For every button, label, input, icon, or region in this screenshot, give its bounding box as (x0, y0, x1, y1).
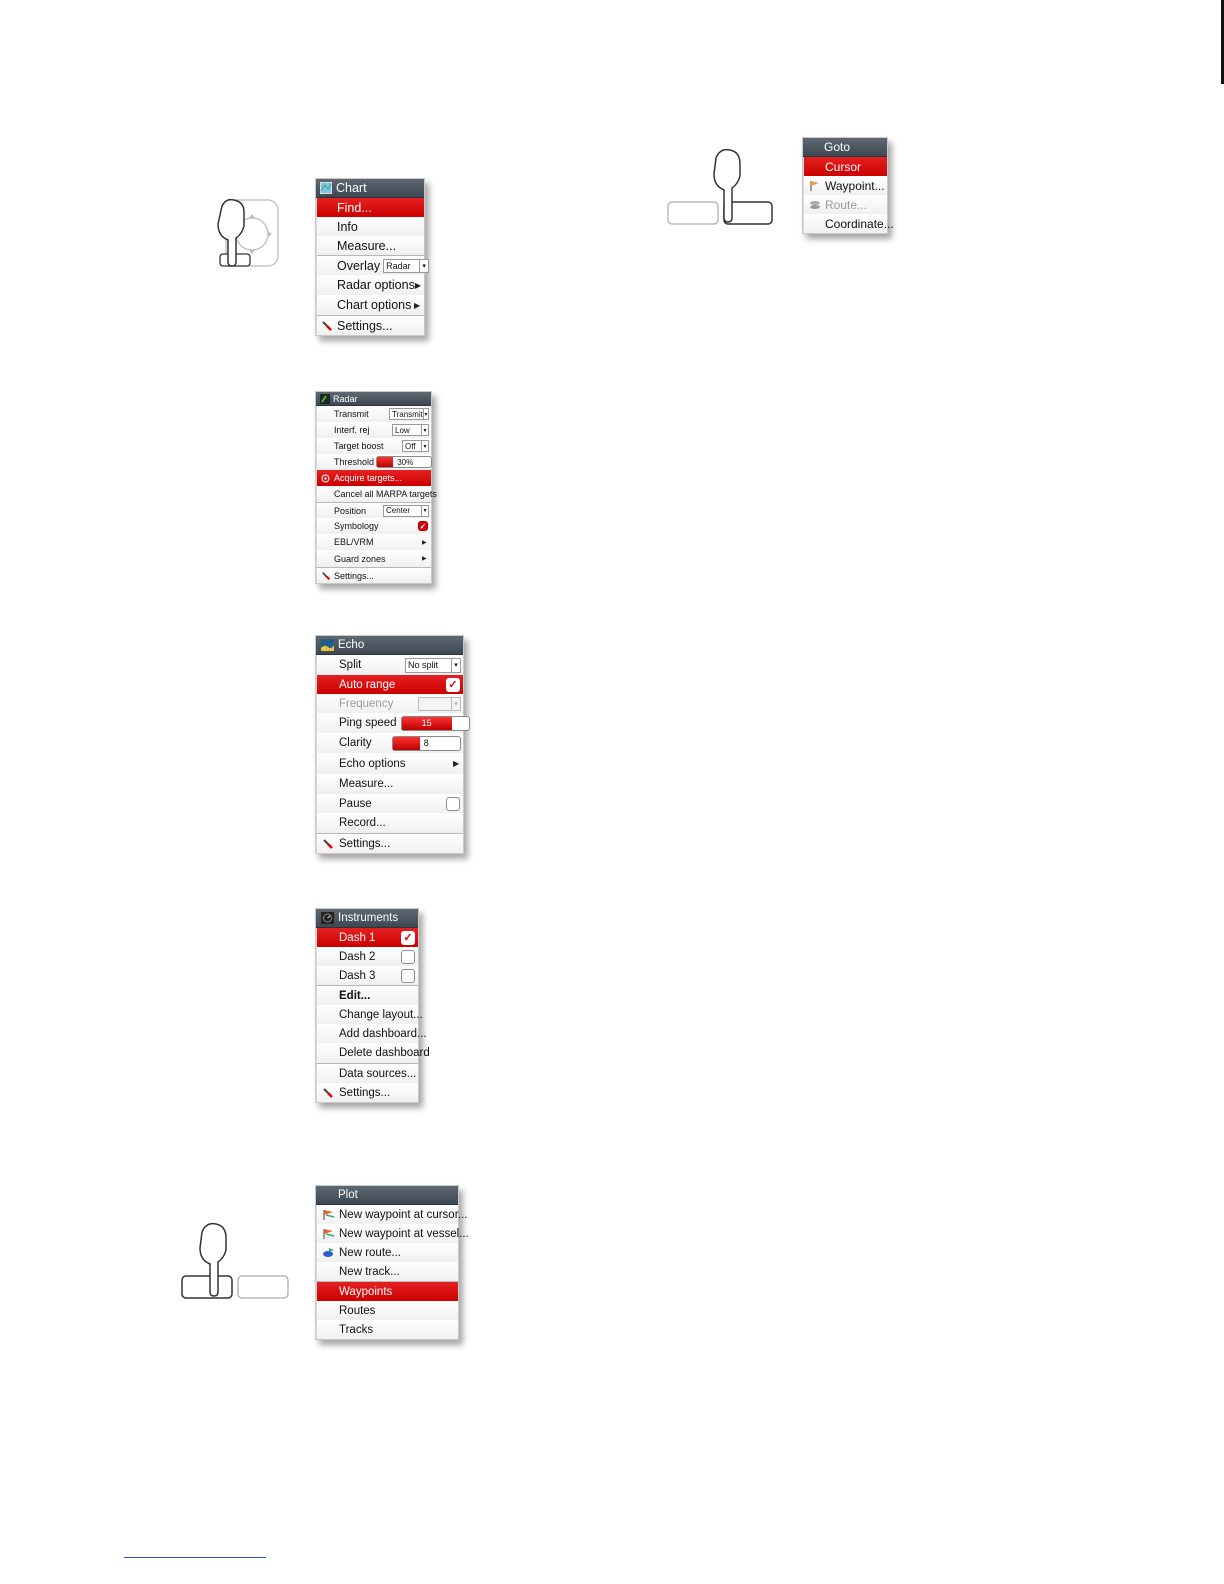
menu-item-label: Tracks (339, 1323, 374, 1336)
chart-menu-chart-options[interactable] (316, 295, 424, 315)
split-value: No split (408, 660, 439, 670)
menu-item-label: Waypoints (339, 1285, 393, 1298)
menu-item-label: Cursor (825, 159, 862, 174)
goto-menu-cursor[interactable] (803, 157, 887, 176)
menu-item-label: Position (334, 505, 367, 516)
menu-item-label: Acquire targets... (334, 473, 403, 483)
chevron-down-icon: ▾ (421, 441, 428, 451)
chart-menu (315, 178, 425, 336)
echo-menu-record[interactable] (316, 813, 463, 833)
plot-menu-new-route[interactable] (316, 1243, 458, 1262)
target-boost-value: Off (405, 441, 416, 451)
menu-item-label: Target boost (334, 441, 384, 451)
menu-item-label: Measure... (339, 778, 394, 790)
echo-sounder-icon (321, 639, 334, 651)
menu-item-label: New waypoint at vessel... (339, 1227, 469, 1240)
menu-item-label: Dash 2 (339, 950, 376, 963)
menu-item-label: Settings... (339, 1086, 391, 1099)
chart-menu-title: Chart (336, 181, 367, 195)
waypoint-flag-icon (322, 1228, 335, 1240)
menu-item-label: EBL/VRM (334, 537, 374, 547)
echo-menu-split[interactable] (316, 655, 463, 675)
menu-item-label: Overlay (337, 258, 381, 273)
instruments-menu-title: Instruments (338, 912, 399, 924)
instruments-menu-dash-2[interactable] (316, 947, 418, 966)
echo-menu-title: Echo (338, 639, 365, 651)
interf-rej-value: Low (395, 425, 410, 435)
clarity-slider-fill (393, 737, 420, 750)
chevron-down-icon: ▾ (421, 425, 428, 435)
menu-item-label: New route... (339, 1246, 401, 1259)
menu-item-label: Change layout... (339, 1008, 423, 1021)
echo-menu-measure[interactable] (316, 774, 463, 794)
menu-item-label: New track... (339, 1265, 400, 1278)
chart-map-icon (320, 182, 332, 194)
plot-menu (315, 1185, 469, 1340)
menu-item-label: Settings... (339, 837, 391, 850)
dash-2-checkbox[interactable] (401, 950, 415, 964)
clarity-slider[interactable] (392, 736, 461, 751)
target-boost-dropdown[interactable] (402, 440, 429, 452)
route-icon (322, 1247, 335, 1259)
plot-menu-waypoints[interactable] (316, 1281, 458, 1301)
radar-menu-title-bar (316, 392, 431, 406)
instruments-menu (315, 908, 430, 1103)
menu-item-label: Echo options (339, 757, 406, 770)
instruments-menu-delete-dashboard[interactable] (316, 1043, 430, 1063)
wrench-icon (321, 571, 331, 581)
chevron-down-icon: ▾ (421, 506, 428, 516)
menu-item-label: Transmit (334, 409, 369, 419)
radar-menu-acquire-targets[interactable] (316, 470, 431, 486)
echo-menu-title-bar (316, 636, 463, 655)
menu-item-label: Info (337, 219, 358, 234)
plot-menu-title: Plot (338, 1189, 358, 1201)
menu-item-label: Route... (825, 197, 868, 212)
goto-menu-title-bar (803, 138, 887, 157)
menu-item-label: Threshold (334, 457, 375, 467)
footer-link-underline (124, 1557, 266, 1558)
instruments-menu-add-dashboard[interactable] (316, 1024, 427, 1043)
goto-menu-title: Goto (824, 140, 851, 154)
menu-item-label: Interf. rej (334, 425, 370, 435)
radar-menu-guard-zones[interactable] (316, 550, 431, 567)
menu-item-label: Edit... (339, 989, 371, 1002)
echo-menu-pause[interactable] (316, 794, 463, 813)
chart-menu-radar-options[interactable] (316, 275, 424, 295)
transmit-value: Transmit (392, 409, 423, 419)
goto-menu-waypoint[interactable] (803, 176, 887, 195)
echo-menu-ping-speed[interactable] (316, 713, 463, 733)
chart-menu-overlay[interactable] (316, 255, 424, 275)
interf-rej-dropdown[interactable] (392, 424, 429, 436)
threshold-value: 30% (397, 457, 414, 467)
ping-speed-slider[interactable] (401, 716, 470, 731)
submenu-arrow-icon: ▶ (422, 539, 427, 546)
menu-item-label: Cancel all MARPA targets (334, 489, 437, 499)
clarity-value: 8 (423, 738, 429, 748)
menu-item-label: Auto range (339, 678, 396, 691)
overlay-value: Radar (386, 260, 411, 271)
chevron-down-icon: ▾ (419, 260, 428, 272)
instruments-menu-edit[interactable] (316, 985, 418, 1005)
waypoint-flag-icon (322, 1209, 335, 1221)
route-icon (809, 200, 821, 210)
plot-menu-new-track[interactable] (316, 1262, 458, 1281)
menu-item-label: Pause (339, 797, 372, 810)
wrench-icon (322, 1087, 334, 1099)
radar-menu-settings[interactable] (316, 567, 431, 583)
hand-press-rotary-knob-illustration (208, 196, 280, 272)
plot-menu-title-bar (316, 1186, 458, 1205)
wrench-icon (322, 838, 334, 850)
overlay-dropdown[interactable] (383, 259, 429, 273)
plot-menu-tracks[interactable] (316, 1320, 458, 1339)
echo-menu-clarity[interactable] (316, 733, 463, 753)
radar-menu-symbology[interactable] (316, 518, 431, 534)
auto-range-checkbox[interactable]: ✓ (446, 678, 460, 692)
position-value: Center (386, 506, 411, 515)
radar-icon (320, 394, 330, 404)
menu-item-label: Measure... (337, 238, 397, 253)
submenu-arrow-icon: ▶ (414, 280, 421, 290)
menu-item-label: New waypoint at cursor... (339, 1208, 468, 1221)
radar-menu (315, 391, 437, 584)
goto-menu-route[interactable] (803, 195, 887, 214)
pause-checkbox[interactable] (446, 797, 460, 811)
submenu-arrow-icon: ▶ (414, 300, 421, 310)
menu-item-label: Settings... (334, 570, 375, 581)
transmit-dropdown[interactable] (389, 408, 429, 420)
radar-menu-interf-rej[interactable] (316, 422, 431, 438)
target-icon (321, 474, 330, 483)
echo-menu-settings[interactable] (316, 833, 463, 853)
dash-3-checkbox[interactable] (401, 969, 415, 983)
menu-item-label: Radar options (337, 278, 415, 292)
chevron-down-icon: ▾ (451, 698, 460, 710)
menu-item-label: Record... (339, 817, 386, 829)
echo-menu (315, 635, 464, 854)
menu-item-label: Split (339, 659, 362, 671)
chart-menu-info[interactable] (316, 217, 424, 236)
submenu-arrow-icon: ▶ (453, 759, 460, 768)
position-dropdown[interactable] (383, 505, 429, 517)
radar-menu-cancel-marpa[interactable] (316, 486, 437, 502)
instruments-menu-data-sources[interactable] (316, 1063, 418, 1083)
instruments-gauge-icon (321, 912, 334, 924)
menu-item-label: Guard zones (334, 553, 386, 564)
echo-menu-frequency[interactable] (316, 694, 463, 713)
radar-menu-target-boost[interactable] (316, 438, 431, 454)
waypoint-flag-icon (809, 180, 821, 192)
radar-menu-position[interactable] (316, 502, 431, 518)
echo-menu-auto-range[interactable] (316, 675, 463, 694)
goto-menu (802, 137, 894, 234)
menu-item-label: Delete dashboard (339, 1047, 430, 1059)
menu-item-label: Dash 1 (339, 931, 376, 944)
menu-item-label: Routes (339, 1304, 376, 1317)
radar-menu-title: Radar (333, 393, 358, 404)
chevron-down-icon: ▾ (451, 659, 460, 672)
menu-item-label: Find... (337, 200, 372, 215)
wrench-icon (321, 320, 333, 332)
menu-item-label: Data sources... (339, 1067, 417, 1080)
ping-speed-value: 15 (402, 717, 452, 730)
menu-item-label: Dash 3 (339, 969, 376, 982)
instruments-menu-settings[interactable] (316, 1083, 418, 1102)
split-dropdown[interactable] (405, 658, 461, 673)
goto-menu-coordinate[interactable] (803, 214, 894, 233)
radar-menu-threshold[interactable] (316, 454, 431, 470)
instruments-menu-dash-3[interactable] (316, 966, 418, 985)
chart-menu-measure[interactable] (316, 236, 424, 255)
plot-menu-routes[interactable] (316, 1301, 458, 1320)
plot-menu-new-waypoint-cursor[interactable] (316, 1205, 468, 1224)
menu-item-label: Add dashboard... (339, 1027, 427, 1040)
menu-item-label: Chart options (337, 298, 412, 312)
plot-menu-new-waypoint-vessel[interactable] (316, 1224, 469, 1243)
menu-item-label: Waypoint... (825, 178, 885, 193)
symbology-checkbox[interactable]: ✓ (419, 521, 427, 531)
instruments-menu-dash-1[interactable] (316, 928, 418, 947)
menu-item-label: Coordinate... (825, 216, 894, 231)
threshold-slider-fill (377, 457, 393, 467)
dash-1-checkbox[interactable]: ✓ (401, 931, 415, 945)
instruments-menu-title-bar (316, 909, 418, 928)
chart-menu-find[interactable] (316, 198, 424, 217)
submenu-arrow-icon: ▶ (422, 556, 427, 562)
menu-item-label: Clarity (339, 737, 372, 749)
menu-item-label: Ping speed (339, 717, 397, 729)
echo-menu-echo-options[interactable] (316, 753, 463, 774)
radar-menu-ebl-vrm[interactable] (316, 534, 431, 550)
menu-item-label: Frequency (339, 697, 394, 710)
threshold-slider[interactable] (376, 456, 432, 468)
menu-item-label: Settings... (337, 318, 393, 333)
hand-press-left-key-illustration (178, 1220, 290, 1302)
frequency-dropdown[interactable] (418, 697, 461, 711)
instruments-menu-change-layout[interactable] (316, 1005, 423, 1024)
radar-menu-transmit[interactable] (316, 406, 431, 422)
chart-menu-settings[interactable] (316, 315, 424, 335)
chart-menu-title-bar (316, 179, 424, 198)
hand-press-right-key-illustration (666, 146, 776, 228)
chevron-down-icon: ▾ (423, 409, 428, 419)
menu-item-label: Symbology (334, 521, 379, 531)
